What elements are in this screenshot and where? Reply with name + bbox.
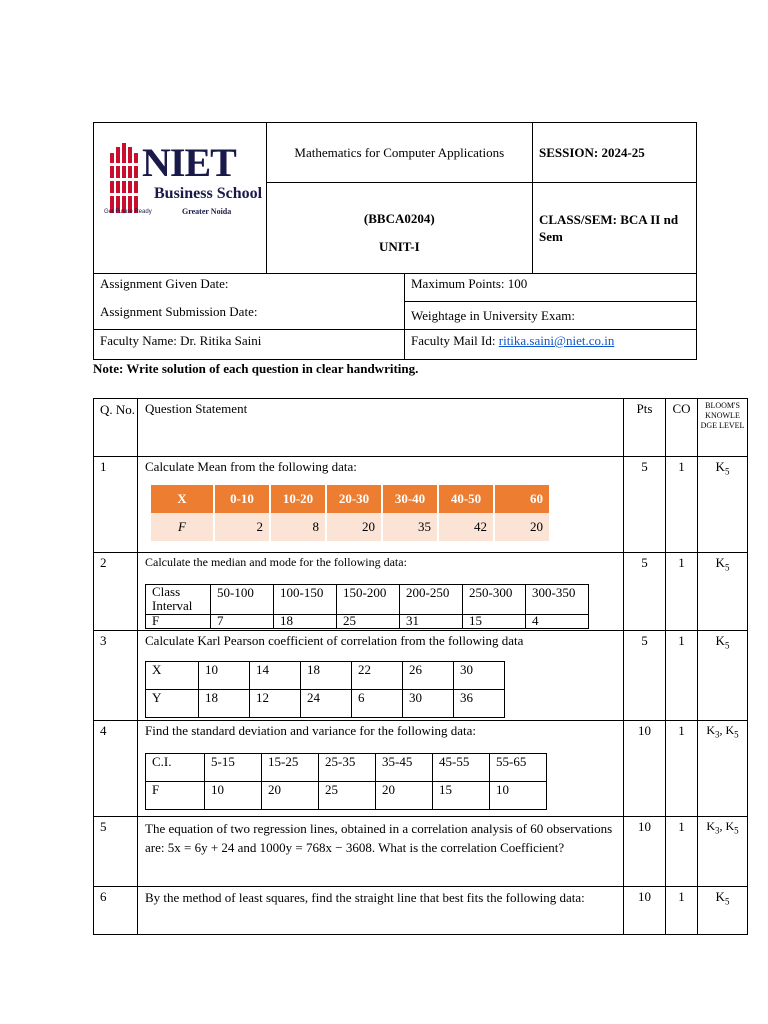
logo-tagline: Get Future Ready	[104, 209, 152, 215]
table-cell: 20-30	[327, 485, 381, 513]
logo-brand: NIET	[142, 140, 236, 185]
question-bloom: $K_5$	[698, 631, 748, 721]
sd-data-table	[145, 753, 547, 810]
correlation-data-table	[145, 661, 505, 718]
faculty-mail-link[interactable]: ritika.saini@niet.co.in	[498, 333, 615, 348]
logo-subtitle: Business School	[154, 185, 263, 202]
question-text: Calculate Karl Pearson coefficient of correlation from the following data	[145, 633, 524, 648]
table-cell: Y	[146, 690, 199, 718]
question-number: 6	[94, 887, 138, 935]
table-cell: 12	[250, 690, 301, 718]
faculty-name: Faculty Name: Dr. Ritika Saini	[100, 333, 262, 348]
table-cell: 30-40	[383, 485, 437, 513]
question-row	[94, 817, 748, 887]
table-cell: 40-50	[439, 485, 493, 513]
question-co: 1	[666, 887, 698, 935]
max-points: Maximum Points: 100	[411, 276, 528, 291]
dates-cell	[94, 274, 405, 330]
question-statement	[138, 817, 624, 887]
question-co: 1	[666, 631, 698, 721]
table-cell: 18	[274, 615, 337, 629]
question-bloom: $K_3$, $K_5$	[698, 817, 748, 887]
table-cell: 7	[211, 615, 274, 629]
given-date: Assignment Given Date:	[100, 276, 229, 291]
table-cell: 24	[301, 690, 352, 718]
question-number: 3	[94, 631, 138, 721]
table-cell: 8	[271, 513, 325, 541]
faculty-mail-label: Faculty Mail Id:	[411, 333, 499, 348]
table-cell: 20	[376, 782, 433, 810]
question-text: The equation of two regression lines, obtained in a correlation analysis of 60 observations are: 5x = 6y + 24 and 1000y = 768x − 3608. What is the correlation Coefficient?	[145, 821, 613, 855]
question-bloom: $K_5$	[698, 887, 748, 935]
session-label: SESSION: 2024-25	[538, 144, 645, 160]
course-title: Mathematics for Computer Applications	[294, 144, 505, 160]
table-cell: 35-45	[376, 754, 433, 782]
logo-cell	[94, 123, 267, 274]
table-cell: 20	[495, 513, 549, 541]
table-cell: 42	[439, 513, 493, 541]
question-statement	[138, 631, 624, 721]
faculty-mail-cell	[405, 330, 697, 360]
question-pts: 5	[624, 553, 666, 631]
class-sem: CLASS/SEM: BCA II nd Sem	[538, 212, 679, 245]
question-text: Calculate Mean from the following data:	[145, 459, 357, 474]
table-cell: 100-150	[274, 585, 337, 615]
table-cell: 6	[352, 690, 403, 718]
table-cell: 20	[327, 513, 381, 541]
table-cell: X	[146, 662, 199, 690]
table-cell: 0-10	[215, 485, 269, 513]
faculty-name-cell	[94, 330, 405, 360]
question-number: 2	[94, 553, 138, 631]
table-cell: 55-65	[490, 754, 547, 782]
table-cell: 250-300	[463, 585, 526, 615]
table-cell: 200-250	[400, 585, 463, 615]
table-cell: 31	[400, 615, 463, 629]
weightage: Weightage in University Exam:	[411, 307, 575, 323]
table-cell: 150-200	[337, 585, 400, 615]
table-cell: 30	[403, 690, 454, 718]
weightage-cell	[405, 302, 697, 330]
question-bloom: $K_3$, $K_5$	[698, 721, 748, 817]
question-number: 5	[94, 817, 138, 887]
assignment-info-table	[93, 273, 697, 360]
question-pts: 10	[624, 887, 666, 935]
question-pts: 5	[624, 457, 666, 553]
table-cell: 10	[205, 782, 262, 810]
table-cell: 35	[383, 513, 437, 541]
table-cell: F	[146, 782, 205, 810]
unit-label: UNIT-I	[378, 239, 420, 255]
table-cell: F	[151, 513, 213, 541]
question-row	[94, 457, 748, 553]
table-cell: 25	[337, 615, 400, 629]
header-co: CO	[666, 399, 698, 457]
max-points-cell	[405, 274, 697, 302]
median-data-table	[145, 584, 589, 629]
table-cell: 36	[454, 690, 505, 718]
question-row	[94, 553, 748, 631]
question-row	[94, 887, 748, 935]
course-code: (BBCA0204)	[363, 211, 435, 227]
question-co: 1	[666, 721, 698, 817]
table-cell: 18	[199, 690, 250, 718]
question-statement	[138, 887, 624, 935]
question-bloom: $K_5$	[698, 457, 748, 553]
table-cell: C.I.	[146, 754, 205, 782]
table-cell: 15	[433, 782, 490, 810]
table-cell: 26	[403, 662, 454, 690]
table-cell: F	[146, 615, 211, 629]
question-co: 1	[666, 817, 698, 887]
table-cell: 5-15	[205, 754, 262, 782]
question-text: Find the standard deviation and variance for the following data:	[145, 723, 477, 738]
header-statement: Question Statement	[138, 399, 624, 457]
question-pts: 5	[624, 631, 666, 721]
table-cell: 300-350	[526, 585, 589, 615]
header-bloom: BLOOM'S KNOWLE DGE LEVEL	[698, 399, 748, 457]
table-cell: 10	[199, 662, 250, 690]
question-statement	[138, 457, 624, 553]
table-cell: 45-55	[433, 754, 490, 782]
header-pts: Pts	[624, 399, 666, 457]
table-header-row	[94, 399, 748, 457]
question-bloom: $K_5$	[698, 553, 748, 631]
table-cell: 25	[319, 782, 376, 810]
question-co: 1	[666, 553, 698, 631]
table-cell: 30	[454, 662, 505, 690]
question-text: Calculate the median and mode for the following data:	[145, 555, 407, 569]
table-cell: 50-100	[211, 585, 274, 615]
table-cell: 60	[495, 485, 549, 513]
question-number: 1	[94, 457, 138, 553]
mean-data-table	[149, 485, 551, 541]
table-cell: 10	[490, 782, 547, 810]
table-cell: 14	[250, 662, 301, 690]
table-cell: Class Interval	[146, 585, 211, 615]
table-cell: 18	[301, 662, 352, 690]
table-cell: 15-25	[262, 754, 319, 782]
header-qno: Q. No.	[94, 399, 138, 457]
table-cell: 22	[352, 662, 403, 690]
question-row	[94, 721, 748, 817]
question-row	[94, 631, 748, 721]
table-cell: 20	[262, 782, 319, 810]
question-statement	[138, 721, 624, 817]
table-cell: 15	[463, 615, 526, 629]
table-cell: 4	[526, 615, 589, 629]
class-sem-cell	[532, 183, 696, 274]
question-co: 1	[666, 457, 698, 553]
course-title-cell	[266, 123, 532, 183]
question-text: By the method of least squares, find the straight line that best fits the following data:	[145, 890, 585, 905]
header-table	[93, 122, 697, 274]
course-code-cell	[266, 183, 532, 274]
table-cell: 10-20	[271, 485, 325, 513]
question-statement	[138, 553, 624, 631]
logo-location: Greater Noida	[182, 207, 232, 216]
question-number: 4	[94, 721, 138, 817]
note: Note: Write solution of each question in clear handwriting.	[93, 361, 419, 376]
question-pts: 10	[624, 721, 666, 817]
table-cell: 2	[215, 513, 269, 541]
table-cell: X	[151, 485, 213, 513]
submission-date: Assignment Submission Date:	[100, 304, 258, 319]
session-cell	[532, 123, 696, 183]
table-cell: 25-35	[319, 754, 376, 782]
niet-logo	[94, 123, 266, 273]
question-pts: 10	[624, 817, 666, 887]
questions-table	[93, 398, 748, 935]
